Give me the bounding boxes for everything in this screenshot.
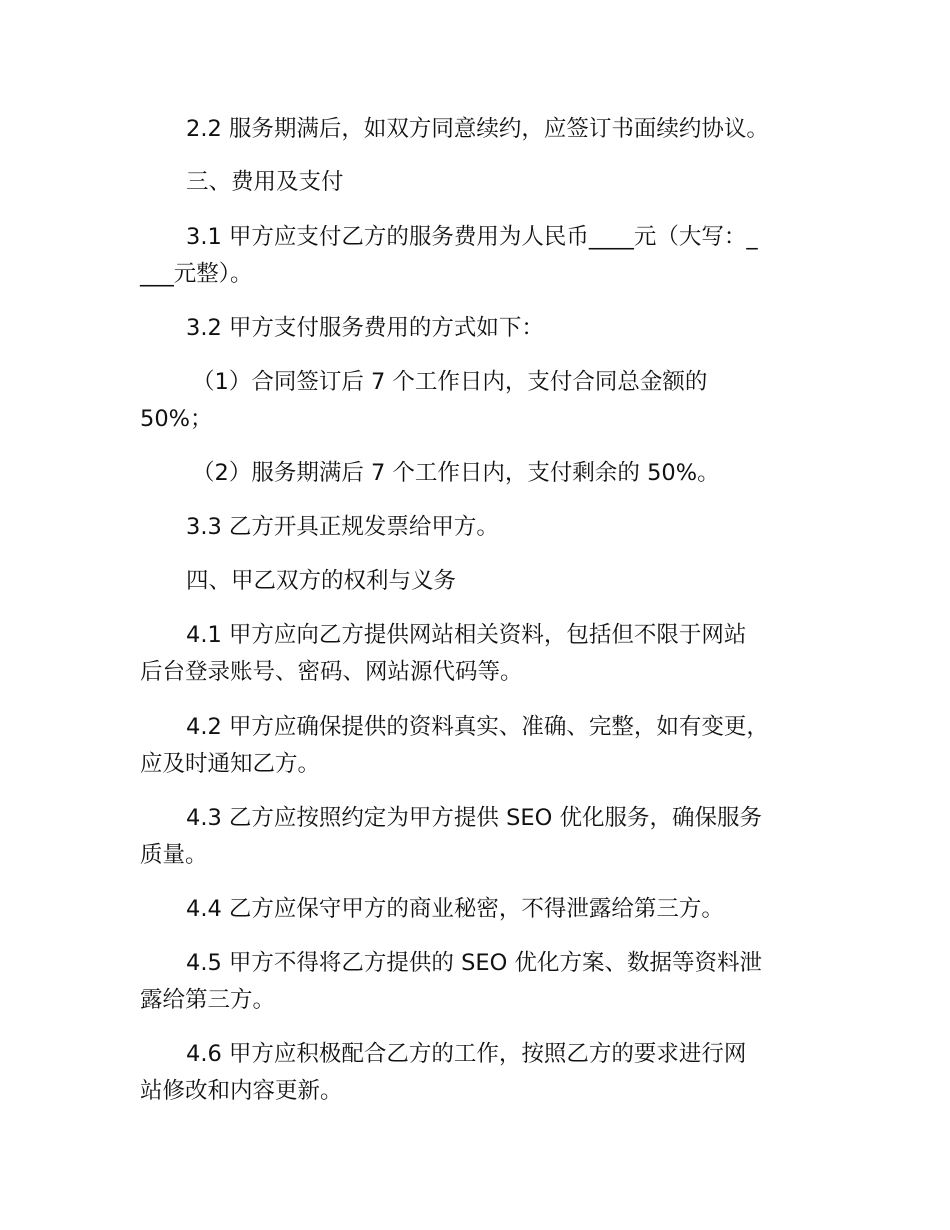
text-line: 4.5 甲方不得将乙方提供的 SEO 优化方案、数据等资料泄 [186, 950, 762, 976]
text-line: （2）服务期满后 7 个工作日内，支付剩余的 50%。 [192, 460, 720, 486]
text-line: （1）合同签订后 7 个工作日内，支付合同总金额的 [192, 369, 708, 395]
text-line: 露给第三方。 [140, 987, 276, 1013]
paragraph-4-1 [140, 617, 812, 691]
text-line: 4.1 甲方应向乙方提供网站相关资料，包括但不限于网站 [186, 622, 747, 648]
paragraph-3-2-item-1 [140, 364, 812, 438]
text-line: 站修改和内容更新。 [140, 1078, 343, 1104]
paragraph-2-2 [140, 111, 812, 148]
text-line: 50%； [140, 406, 213, 432]
section-heading-3 [140, 164, 812, 201]
paragraph-4-4 [140, 891, 812, 928]
paragraph-4-3 [140, 800, 812, 874]
paragraph-4-5 [140, 945, 812, 1019]
text-line: 2.2 服务期满后，如双方同意续约，应签订书面续约协议。 [186, 116, 769, 142]
text-line: 应及时通知乙方。 [140, 751, 321, 777]
text-line: 三、费用及支付 [186, 169, 344, 195]
text-line: 质量。 [140, 842, 208, 868]
section-heading-4 [140, 563, 812, 600]
text-line: 4.6 甲方应积极配合乙方的工作，按照乙方的要求进行网 [186, 1041, 747, 1067]
text-line: ___元整）。 [140, 261, 253, 287]
paragraph-4-6 [140, 1036, 812, 1110]
paragraph-3-2 [140, 310, 812, 347]
text-line: 后台登录账号、密码、网站源代码等。 [140, 659, 523, 685]
paragraph-4-2 [140, 709, 812, 783]
paragraph-3-1 [140, 219, 812, 293]
text-line: 3.3 乙方开具正规发票给甲方。 [186, 514, 499, 540]
text-line: 4.4 乙方应保守甲方的商业秘密，不得泄露给第三方。 [186, 896, 724, 922]
text-line: 3.2 甲方支付服务费用的方式如下： [186, 315, 544, 341]
text-line: 四、甲乙双方的权利与义务 [186, 568, 457, 594]
paragraph-3-3 [140, 509, 812, 546]
text-line: 4.3 乙方应按照约定为甲方提供 SEO 优化服务，确保服务 [186, 805, 762, 831]
text-line: 3.1 甲方应支付乙方的服务费用为人民币____元（大写：_ [186, 224, 758, 250]
text-line: 4.2 甲方应确保提供的资料真实、准确、完整，如有变更， [186, 714, 769, 740]
paragraph-3-2-item-2 [140, 455, 812, 492]
